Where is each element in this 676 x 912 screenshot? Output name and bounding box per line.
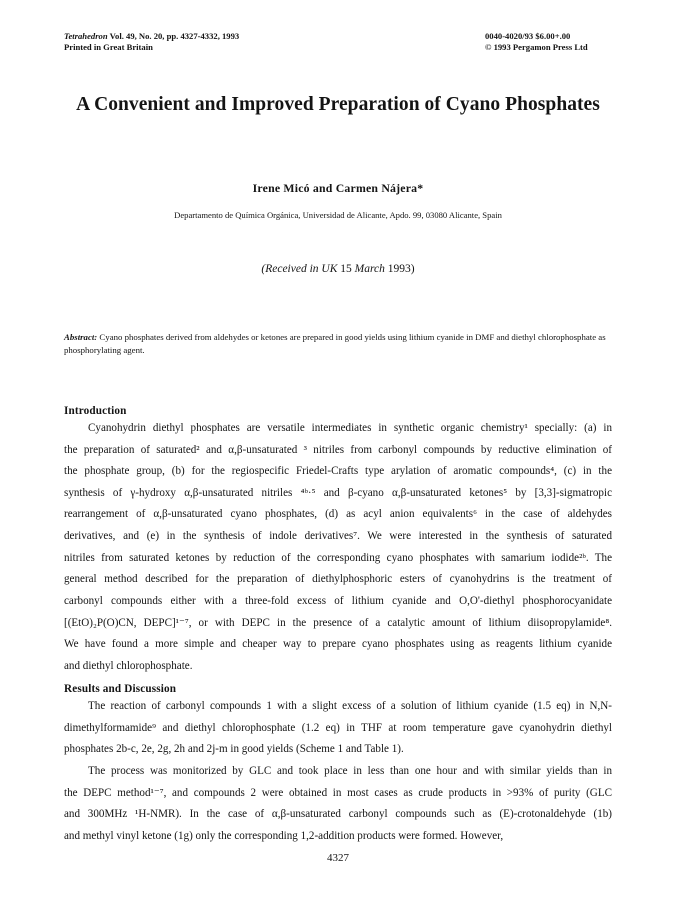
text-line: The reaction of carbonyl compounds 1 with a slight excess of a solution of lithium cyanide (1.5 eq) in N,N-	[88, 700, 612, 712]
journal-citation: Tetrahedron Vol. 49, No. 20, pp. 4327-4332, 1993	[64, 31, 240, 41]
abstract-label: Abstract:	[64, 332, 98, 342]
text-line: and diethyl chlorophosphate.	[64, 659, 193, 672]
text-line: nitriles from saturated ketones by reduction of the corresponding cyano phosphates with samarium iodide²ᵇ. The	[64, 551, 612, 564]
authors: Irene Micó and Carmen Nájera*	[252, 181, 424, 195]
text-line: the phosphate group, (b) for the regiospecific Friedel-Crafts type arylation of aromatic compounds⁴, (c) in the	[64, 465, 612, 478]
results-heading: Results and Discussion	[64, 683, 177, 695]
text-line: carbonyl compounds either with a three-fold excess of lithium cyanide and O,O'-diethyl phosphorocyanidate	[64, 594, 612, 607]
text-line: the DEPC method¹⁻⁷, and compounds 2 were obtained in most cases as crude products in >93% of purity (GLC	[64, 787, 612, 800]
text-line: dimethylformamide⁹ and diethyl chlorophosphate (1.2 eq) in THF at room temperature gave cyanohydrin diethyl	[64, 721, 612, 734]
text-line: phosphates 2b-c, 2e, 2g, 2h and 2j-m in good yields (Scheme 1 and Table 1).	[64, 743, 404, 756]
page-number: 4327	[327, 852, 349, 864]
received-date: (Received in UK 15 March 1993)	[261, 263, 415, 275]
text-line: and methyl vinyl ketone (1g) only the corresponding 1,2-addition products were formed. However,	[64, 829, 504, 842]
abstract-text: Cyano phosphates derived from aldehydes or ketones are prepared in good yields using lithium cyanide in DMF and diethyl chlorophosphate as phosphorylating agent.	[64, 332, 606, 355]
introduction-heading: Introduction	[64, 405, 127, 417]
paper-title: A Convenient and Improved Preparation of Cyano Phosphates	[76, 94, 600, 115]
printed-in: Printed in Great Britain	[64, 42, 153, 52]
text-line: We have found a more simple and cheaper way to prepare cyano phosphates using as reagents lithium cyanide	[64, 638, 612, 650]
text-line: The process was monitorized by GLC and took place in less than one hour and with similar yields than in	[88, 764, 612, 777]
text-line: [(EtO)₂P(O)CN, DEPC]¹⁻⁷, or with DEPC in the presence of a catalytic amount of lithium diisopropylamide⁸.	[64, 617, 612, 630]
text-line: derivatives, and (e) in the synthesis of indole derivatives⁷. We were interested in the synthesis of saturated	[64, 530, 612, 542]
text-line: and 300MHz ¹H-NMR). In the case of α,β-unsaturated carbonyl compounds such as (E)-crotonaldehyde (1b)	[64, 808, 612, 820]
text-line: rearrangement of α,β-unsaturated cyano phosphates, (d) as acyl anion equivalents⁶ in the case of aldehydes	[64, 508, 612, 521]
text-line: general method described for the preparation of diethylphosphoric esters of cyanohydrins is the treatment of	[64, 573, 612, 586]
abstract	[64, 331, 624, 357]
text-line: the preparation of saturated² and α,β-unsaturated ³ nitriles from carbonyl compounds by reductive elimination of	[64, 443, 612, 456]
text-line: Cyanohydrin diethyl phosphates are versatile intermediates in synthetic organic chemistry¹ specially: (a) in	[88, 422, 612, 434]
affiliation: Departamento de Química Orgánica, Universidad de Alicante, Apdo. 99, 03080 Alicante, Spain	[174, 210, 502, 220]
text-line: synthesis of γ-hydroxy α,β-unsaturated nitriles ⁴ᵇ·⁵ and β-cyano α,β-unsaturated ketones⁵ by [3,3]-sigmatropic	[64, 486, 612, 499]
copyright: © 1993 Pergamon Press Ltd	[485, 42, 588, 52]
issn-price: 0040-4020/93 $6.00+.00	[485, 31, 571, 41]
